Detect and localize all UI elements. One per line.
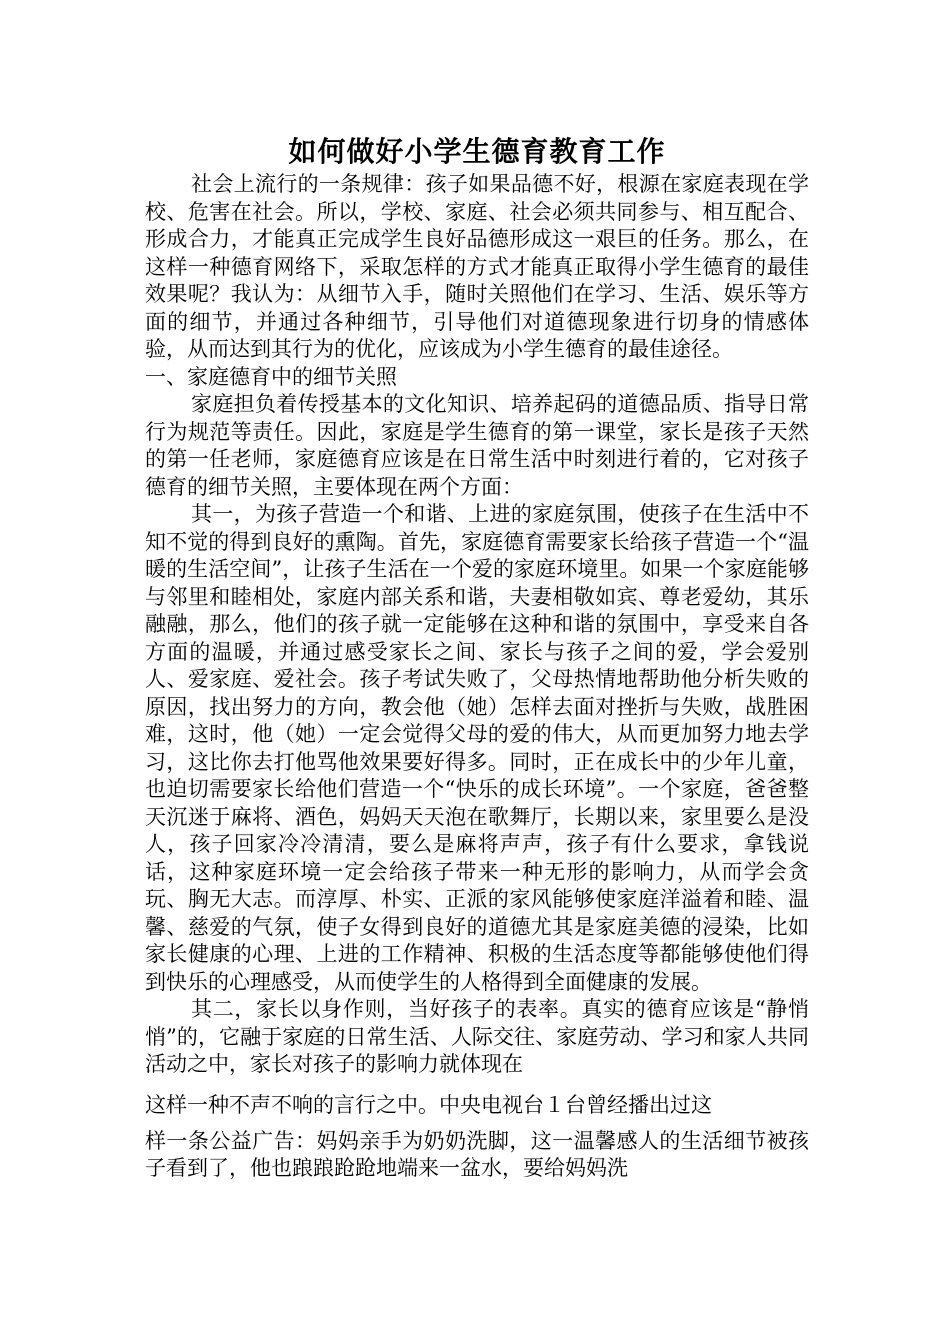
document-title: 如何做好小学生德育教育工作 xyxy=(288,135,666,168)
body-paragraph-3-tail: 样一条公益广告：妈妈亲手为奶奶洗脚，这一温馨感人的生活细节被孩子看到了，他也踉踉跄跄地端来一盆水，要给妈妈洗 xyxy=(145,1128,809,1180)
body-paragraph-1: 家庭担负着传授基本的文化知识、培养起码的道德品质、指导日常行为规范等责任。因此，家庭是学生德育的第一课堂，家长是孩子天然的第一任老师，家庭德育应该是在日常生活中时刻进行着的，它对孩子德育的细节关照，主要体现在两个方面： xyxy=(145,392,809,499)
body-paragraph-3-line: 这样一种不声不响的言行之中。中央电视台１台曾经播出过这 xyxy=(145,1092,712,1117)
body-paragraph-2: 其一，为孩子营造一个和谐、上进的家庭氛围，使孩子在生活中不知不觉的得到良好的熏陶。首先，家庭德育需要家长给孩子营造一个“温暖的生活空间”，让孩子生活在一个爱的家庭环境里。如果一个家庭能够与邻里和睦相处，家庭内部关系和谐，夫妻相敬如宾、尊老爱幼，其乐融融，那么，他们的孩子就一定能够在这种和谐的氛围中，享受来自各方面的温暖，并通过感受家长之间、家长与孩子之间的爱，学会爱别人、爱家庭、爱社会。孩子考试失败了，父母热情地帮助他分析失败的原因，找出努力的方向，教会他（她）怎样去面对挫折与失败，战胜困难，这时，他（她）一定会觉得父母的爱的伟大，从而更加努力地去学习，这比你去打他骂他效果要好得多。同时，正在成长中的少年儿童，也迫切需要家长给他们营造一个“快乐的成长环境”。一个家庭，爸爸整天沉迷于麻将、酒色，妈妈天天泡在歌舞厅，长期以来，家里要么是没人，孩子回家冷冷清清，要么是麻将声声，孩子有什么要求，拿钱说话，这种家庭环境一定会给孩子带来一种无形的影响力，从而学会贪玩、胸无大志。而淳厚、朴实、正派的家风能够使家庭洋溢着和睦、温馨、慈爱的气氛，使子女得到良好的道德尤其是家庭美德的浸染，比如家长健康的心理、上进的工作精神、积极的生活态度等都能够使他们得到快乐的心理感受，从而使学生的人格得到全面健康的发展。 xyxy=(145,502,809,994)
document-page xyxy=(145,133,809,1183)
body-paragraph-3: 其二，家长以身作则，当好孩子的表率。真实的德育应该是“静悄悄”的，它融于家庭的日常生活、人际交往、家庭劳动、学习和家人共同活动之中，家长对孩子的影响力就体现在 xyxy=(145,997,809,1076)
intro-paragraph: 社会上流行的一条规律：孩子如果品德不好，根源在家庭表现在学校、危害在社会。所以，学校、家庭、社会必须共同参与、相互配合、形成合力，才能真正完成学生良好品德形成这一艰巨的任务。那么，在这样一种德育网络下，采取怎样的方式才能真正取得小学生德育的最佳效果呢？我认为：从细节入手，随时关照他们在学习、生活、娱乐等方面的细节，并通过各种细节，引导他们对道德现象进行切身的情感体验，从而达到其行为的优化，应该成为小学生德育的最佳途径。 xyxy=(145,172,809,361)
section-heading: 一、家庭德育中的细节关照 xyxy=(145,364,397,389)
